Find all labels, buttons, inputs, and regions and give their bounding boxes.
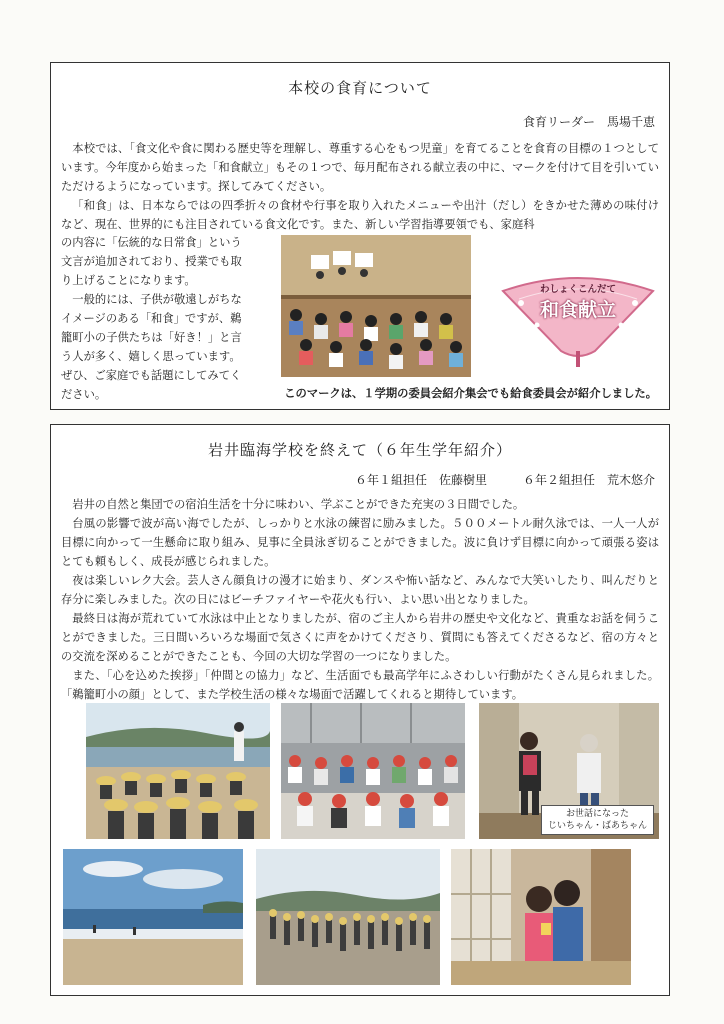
side-line: イメージのある「和食」ですが、鵜: [61, 312, 242, 325]
paragraph: 台風の影響で波が高い海でしたが、しっかりと水泳の練習に励みました。５００メートル耐久泳では、一人一人が目標に向かって一生懸命に取り組み、見事に全員泳ぎ切ることができました。波に負けず目標に向かって頑張る姿はとても頼もしく、成長が感じられました。: [61, 517, 659, 568]
side-line: の内容に「伝統的な日常食」という: [61, 236, 242, 249]
seaside-school-section: [50, 424, 670, 996]
side-line: ださい。: [61, 388, 107, 401]
mark-caption: このマークは、１学期の委員会紹介集会でも給食委員会が紹介しました。: [284, 387, 657, 400]
paragraph: 夜は楽しいレク大会。芸人さん顔負けの漫才に始まり、ダンスや怖い話など、みんなで大笑いしたり、叫んだりと存分に楽しみました。次の日にはビーチファイヤーや花火も行い、よい思い出となりました。: [61, 574, 659, 606]
section-author: ６年１組担任 佐藤樹里 ６年２組担任 荒木悠介: [354, 473, 655, 487]
section-title: 岩井臨海学校を終えて（６年生学年紹介）: [207, 441, 512, 459]
mark-title: 和食献立: [539, 299, 616, 321]
section-author: 食育リーダー 馬場千恵: [522, 115, 655, 129]
side-line: 籠町小の子供たちは「好き！」と言: [61, 331, 242, 344]
paragraph: 最終日は海が荒れていて水泳は中止となりましたが、宿のご主人から岩井の歴史や文化など、貴重なお話を伺うことができました。三日間いろいろな場面で気さくに声をかけてくださり、質問にも答えてくださるなど、宿の方々との交流を深めることができたことも、今回の大切な学習の一つになりました。: [61, 612, 659, 663]
section-title: 本校の食育について: [288, 79, 432, 97]
paragraph: また、「心を込めた挨拶」「仲間との協力」など、生活面でも最高学年にふさわしい行動がたくさん見られました。「鵜籠町小の顔」として、また学校生活の様々な場面で活躍してくれると期待しています。: [61, 669, 659, 701]
beach-group-photo: [256, 849, 440, 985]
side-line: う人が多く、嬉しく思っています。: [61, 350, 241, 363]
side-line: り上げることになります。: [61, 274, 196, 287]
label-line: お世話になった: [566, 809, 630, 819]
paragraph: 本校では、「食文化や食に関わる歴史等を理解し、尊重する心をもつ児童」を育てることを食育の目標の１つとしています。今年度から始まった「和食献立」もその１つで、毎月配布される献立表の中に、マークを付けて目を引いていただけるようになっています。探してみてください。: [61, 142, 659, 193]
side-text: [61, 233, 276, 404]
side-line: ぜひ、ご家庭でも話題にしてみてく: [61, 369, 242, 382]
mark-subtitle: わしょくこんだて: [539, 284, 616, 295]
hosts-photo-label: [541, 805, 654, 835]
lodge-hall-photo: [281, 703, 465, 839]
children-assembly-photo: [281, 235, 471, 377]
food-education-section: [50, 62, 670, 410]
beach-children-hats-photo: [86, 703, 270, 839]
section-body: [61, 495, 659, 704]
paragraph: 岩井の自然と集団での宿泊生活を十分に味わい、学ぶことができた充実の３日間でした。: [72, 498, 525, 511]
empty-beach-photo: [63, 849, 243, 985]
paragraph: 「和食」は、日本ならではの四季折々の食材や行事を取り入れたメニューや出汁（だし）をきかせた薄めの味付けなど、現在、世界的にも注目されている食文化です。また、新しい学習指導要領でも、家庭科: [61, 199, 659, 231]
children-indoors-photo: [451, 849, 631, 985]
side-line: 文言が追加されており、授業でも取: [61, 255, 242, 268]
label-line: じいちゃん・ばあちゃん: [548, 821, 648, 831]
washoku-fan-mark: [499, 269, 657, 369]
side-line: 一般的には、子供が敬遠しがちな: [61, 293, 242, 306]
section-body: [61, 139, 659, 234]
